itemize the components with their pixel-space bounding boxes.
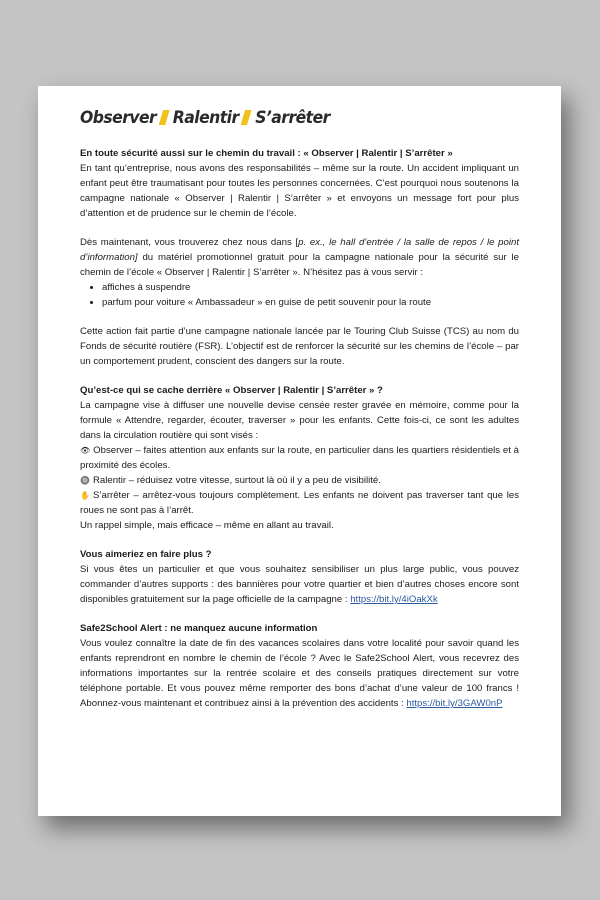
sarreter-item: ✋ S’arrêter – arrêtez-vous toujours complètement. Les enfants ne doivent pas traverser tant que les roues ne sont pas à l’arrêt. [80,490,519,516]
hand-stop-icon: ✋ [80,491,90,500]
section5-body: Si vous êtes un particulier et que vous souhaitez sensibiliser un plus large public, vous pouvez commander d’autres supports : des bannières pour votre quartier et bien d’autres choses encore sont disponibles gratuitement sur la page officielle de la campagne : https://bit.ly/4iOakXk [80,564,519,605]
observer-item: 👁 Observer – faites attention aux enfants sur la route, en particulier dans les quartiers résidentiels et à proximité des écoles. [80,445,519,471]
eye-icon: 👁 [80,446,91,455]
section5-heading: Vous aimeriez en faire plus ? [80,549,212,560]
section6-body: Vous voulez connaître la date de fin des vacances scolaires dans votre localité pour savoir quand les enfants reprendront en nombre le chemin de l’école ? Avec le Safe2School Alert, vous recevrez des informations importantes sur la rentrée scolaire et des conseils pratiques directement sur votre téléphone portable. Et vous pouvez même remporter des bons d’achat d’une valeur de 100 francs ! Abonnez-vous maintenant et contribuez ainsi à la prévention des accidents : https://bit.ly/3GAW0nP [80,638,519,709]
campaign-title [80,108,484,128]
title-word-sarreter: S’arrêter [255,108,330,128]
section1-body: En tant qu’entreprise, nous avons des responsabilités – même sur la route. Un accident impliquant un enfant peut être traumatisant pour toutes les personnes concernées. C’est pourquoi nous soutenons la campagne nationale « Observer | Ralentir | S’arrêter » et envoyons un message fort pour plus d’attention et de prudence sur le chemin de l’école. [80,163,519,219]
list-item: • parfum pour voiture « Ambassadeur » en guise de petit souvenir pour la route [102,295,519,310]
section4-heading: Qu’est-ce qui se cache derrière « Observer | Ralentir | S’arrêter » ? [80,385,383,396]
campaign-link[interactable]: https://bit.ly/4iOakXk [350,594,438,605]
document-page [38,86,561,816]
ralentir-item: 🔘 Ralentir – réduisez votre vitesse, surtout là où il y a peu de visibilité. [80,475,381,486]
section4-closing: Un rappel simple, mais efficace – même en allant au travail. [80,520,334,531]
section6-heading: Safe2School Alert : ne manquez aucune information [80,623,318,634]
yellow-slash-icon [241,110,252,125]
list-item: • affiches à suspendre [102,280,519,295]
section3-body: Cette action fait partie d’une campagne nationale lancée par le Touring Club Suisse (TCS) au nom du Fonds de sécurité routière (FSR). L’objectif est de renforcer la sécurité sur les chemins de l’école – par un comportement prudent, conscient des dangers sur la route. [80,326,519,367]
slow-button-icon: 🔘 [80,476,90,485]
materials-list [80,280,519,310]
section4-body: La campagne vise à diffuser une nouvelle devise censée rester gravée en mémoire, comme pour la formule « Attendre, regarder, écouter, traverser » pour les enfants. Cette fois-ci, ce sont les adultes dans la circulation routière qui sont visés : [80,400,519,441]
title-word-ralentir: Ralentir [172,108,239,128]
safe2school-link[interactable]: https://bit.ly/3GAW0nP [406,698,503,709]
yellow-slash-icon [159,110,170,125]
section2-intro: Dès maintenant, vous trouverez chez nous dans [p. ex., le hall d’entrée / la salle de repos / le point d’information] du matériel promotionnel gratuit pour la campagne nationale pour la sécurité sur le chemin de l’école « Observer | Ralentir | S’arrêter ». N’hésitez pas à vous servir : [80,237,519,278]
title-word-observer: Observer [80,108,157,128]
section1-heading: En toute sécurité aussi sur le chemin du travail : « Observer | Ralentir | S’arrêter » [80,148,453,159]
